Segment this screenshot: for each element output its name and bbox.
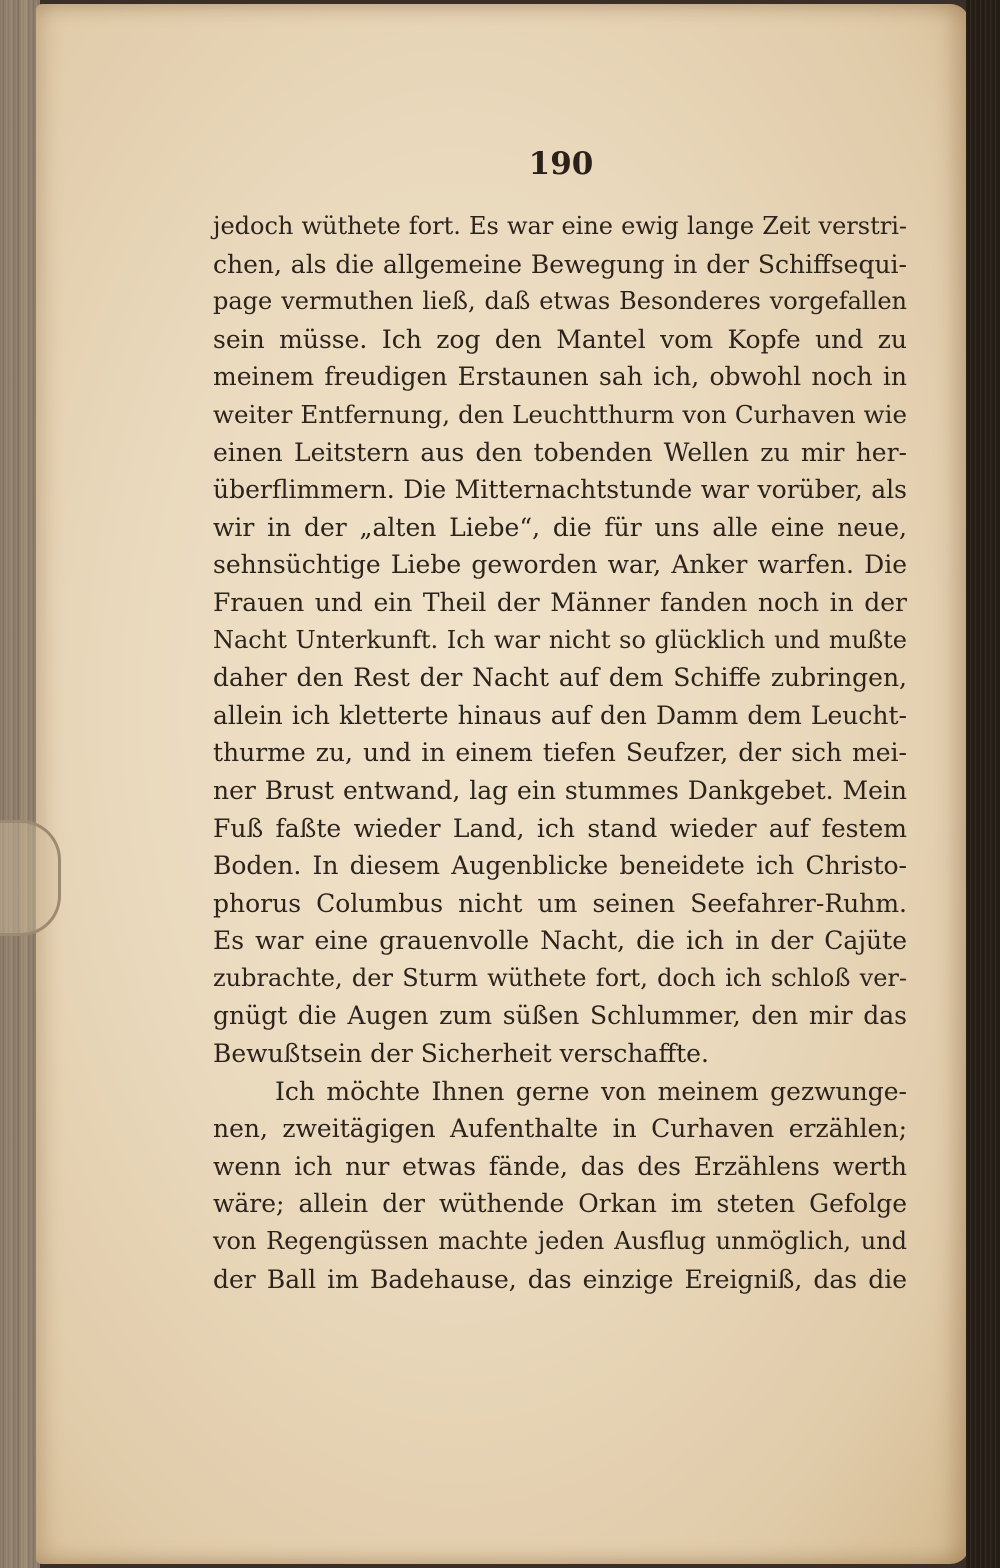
text-line: thurme zu, und in einem tiefen Seufzer, der sich mei- — [213, 738, 907, 768]
stacked-page-edges-left — [0, 0, 40, 1568]
body-text — [213, 208, 907, 1298]
text-line: jedoch wüthete fort. Es war eine ewig lange Zeit verstri- — [213, 212, 907, 240]
text-line: Frauen und ein Theil der Männer fanden noch in der — [213, 587, 907, 617]
text-line: daher den Rest der Nacht auf dem Schiffe zubringen, — [213, 663, 907, 693]
text-line: Nacht Unterkunft. Ich war nicht so glücklich und mußte — [213, 625, 907, 654]
text-line: chen, als die allgemeine Bewegung in der Schiffsequi- — [213, 249, 907, 279]
text-line: Fuß faßte wieder Land, ich stand wieder auf festem — [213, 813, 907, 843]
text-line: wäre; allein der wüthende Orkan im steten Gefolge — [213, 1189, 907, 1219]
text-line: wenn ich nur etwas fände, das des Erzählens werth — [213, 1151, 907, 1181]
text-line: von Regengüssen machte jeden Ausflug unmöglich, und — [213, 1227, 907, 1256]
text-line: Ich möchte Ihnen gerne von meinem gezwunge- — [275, 1076, 907, 1106]
text-line: sein müsse. Ich zog den Mantel vom Kopfe und zu — [213, 324, 907, 354]
text-line: page vermuthen ließ, daß etwas Besonderes vorgefallen — [213, 287, 907, 316]
text-line: zubrachte, der Sturm wüthete fort, doch ich schloß ver- — [213, 963, 907, 992]
text-line: der Ball im Badehause, das einzige Ereigniß, das die — [213, 1264, 907, 1294]
text-line: sehnsüchtige Liebe geworden war, Anker warfen. Die — [213, 550, 907, 580]
thumb-index-tab — [0, 820, 61, 936]
text-line: wir in der „alten Liebe“, die für uns alle eine neue, — [213, 512, 907, 542]
text-line: gnügt die Augen zum süßen Schlummer, den mir das — [213, 1001, 907, 1031]
text-line: allein ich kletterte hinaus auf den Damm dem Leucht- — [213, 700, 907, 730]
text-line: weiter Entfernung, den Leuchtthurm von Curhaven wie — [213, 399, 907, 429]
text-line: ner Brust entwand, lag ein stummes Dankgebet. Mein — [213, 775, 907, 805]
text-line: überflimmern. Die Mitternachtstunde war vorüber, als — [213, 475, 907, 505]
page-number: 190 — [528, 146, 594, 182]
text-line: meinem freudigen Erstaunen sah ich, obwohl noch in — [213, 362, 907, 392]
text-line: Bewußtsein der Sicherheit verschaffte. — [213, 1039, 709, 1069]
text-line: Es war eine grauenvolle Nacht, die ich in der Cajüte — [213, 926, 907, 956]
text-line: phorus Columbus nicht um seinen Seefahrer-Ruhm. — [213, 888, 907, 918]
text-line: einen Leitstern aus den tobenden Wellen zu mir her- — [213, 437, 907, 467]
text-line: nen, zweitägigen Aufenthalte in Curhaven erzählen; — [213, 1114, 907, 1144]
book-cover-edge-right — [966, 0, 1000, 1568]
text-line: Boden. In diesem Augenblicke beneidete ich Christo- — [213, 851, 907, 881]
